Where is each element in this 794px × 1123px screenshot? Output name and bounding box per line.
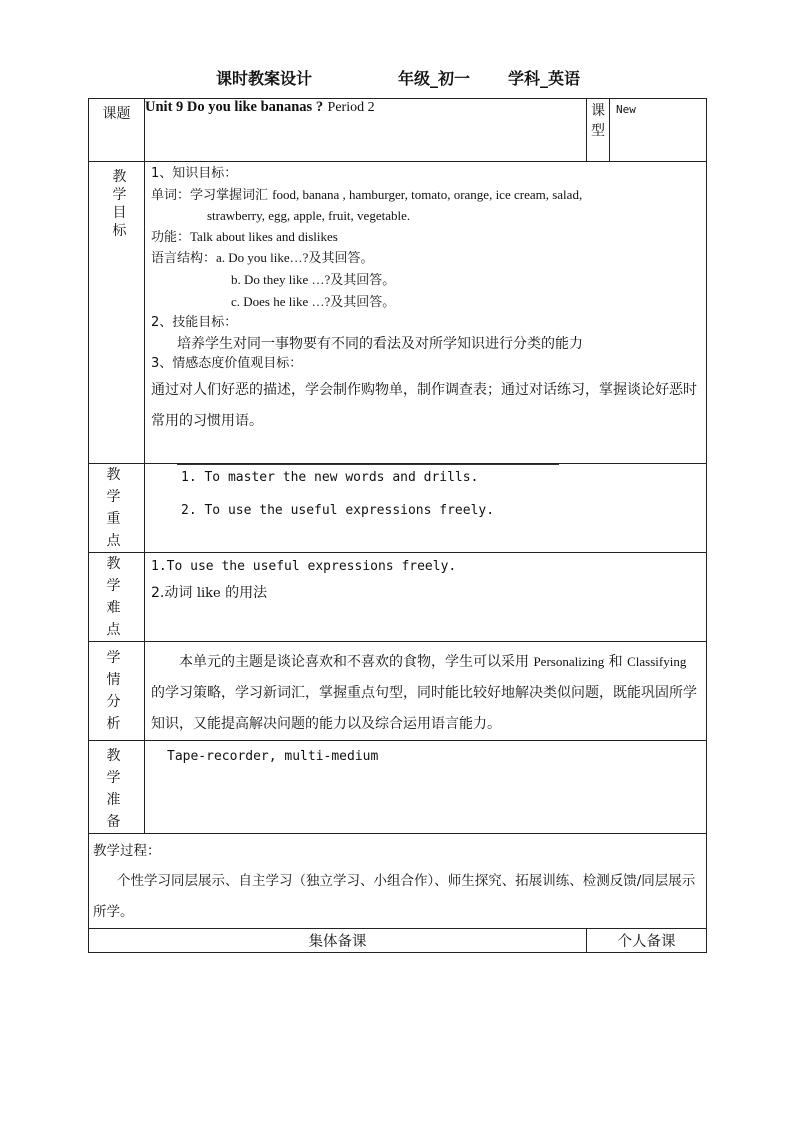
grade-field: 年级_初一: [398, 69, 471, 88]
structure-label: 语言结构：: [151, 251, 217, 267]
function-label: 功能：: [151, 229, 191, 245]
structure-b-zh: 及其回答。: [330, 272, 396, 288]
key-point-2: 2. To use the useful expressions freely.: [181, 503, 495, 518]
difficulty-1: 1.To use the useful expressions freely.: [151, 559, 457, 574]
difficulties-label: 教学难点: [106, 556, 133, 638]
decorative-rule: [177, 464, 559, 466]
difficulties-label-cell: [89, 553, 145, 642]
preparation-text: Tape-recorder, multi-medium: [167, 749, 379, 764]
preparation-label: 教学准备: [106, 748, 133, 830]
knowledge-heading: 1、知识目标：: [151, 166, 238, 181]
collective-prep-label: 集体备课: [89, 929, 587, 953]
process-content: [89, 834, 707, 929]
emotion-text: 通过对人们好恶的描述，学会制作购物单，制作调查表；通过对话练习，掌握谈论好恶时常用的习惯用语。: [151, 381, 697, 429]
difficulties-content: [145, 553, 707, 642]
preparation-label-cell: [89, 741, 145, 834]
unit-period: Period 2: [327, 100, 375, 115]
difficulties-row: [89, 553, 707, 642]
lesson-plan-table: [88, 98, 707, 953]
unit-title: Unit 9 Do you like bananas ?: [145, 99, 324, 115]
difficulty-2-suffix: 的用法: [225, 585, 268, 601]
structure-c-zh: 及其回答。: [330, 294, 396, 310]
difficulty-2-word: like: [196, 586, 221, 601]
vocab-words-1: food, banana , hamburger, tomato, orange, ice cream, salad,: [272, 186, 583, 202]
objectives-content: [145, 162, 707, 464]
process-text: 个性学习同层展示、自主学习（独立学习、小组合作）、师生探究、拓展训练、检测反馈/同层展示所学。: [93, 873, 696, 920]
key-points-row: [89, 464, 707, 553]
analysis-content: [145, 642, 707, 741]
key-points-label-cell: [89, 464, 145, 553]
objectives-row: [89, 162, 707, 464]
footer-row: [89, 929, 707, 953]
analysis-strategy-2: Classifying: [627, 654, 687, 669]
structure-b-en: b. Do they like …?: [231, 271, 331, 287]
preparation-content: [145, 741, 707, 834]
analysis-text-2: 和: [608, 654, 623, 670]
unit-title-cell: [145, 99, 587, 162]
lesson-type-label: [587, 99, 610, 162]
analysis-label: 学情分析: [106, 650, 133, 732]
structure-a-en: a. Do you like…?: [216, 250, 309, 266]
structure-a-zh: 及其回答。: [308, 251, 374, 267]
process-row: [89, 834, 707, 929]
process-label: 教学过程：: [93, 843, 161, 859]
analysis-label-cell: [89, 642, 145, 741]
key-point-1: 1. To master the new words and drills.: [181, 470, 479, 485]
vocab-words-2: strawberry, egg, apple, fruit, vegetable.: [207, 208, 411, 224]
difficulty-2-prefix: 2.动词: [151, 585, 193, 601]
objectives-label: 教学目标: [112, 169, 127, 239]
analysis-strategy-1: Personalizing: [533, 654, 605, 669]
structure-c-en: c. Does he like …?: [231, 293, 331, 309]
preparation-row: [89, 741, 707, 834]
subject-field: 学科_英语: [508, 69, 581, 88]
topic-label: 课题: [89, 99, 145, 162]
lesson-type-label-text: 课型: [591, 103, 605, 139]
analysis-text-1: 本单元的主题是谈论喜欢和不喜欢的食物，学生可以采用: [179, 654, 529, 670]
topic-row: [89, 99, 707, 162]
skill-text: 培养学生对同一事物要有不同的看法及对所学知识进行分类的能力: [177, 335, 583, 352]
document-header: [0, 66, 794, 92]
analysis-text-3: 的学习策略，学习新词汇，掌握重点句型，同时能比较好地解决类似问题，既能巩固所学知识，又能提高解决问题的能力以及综合运用语言能力。: [151, 685, 697, 732]
vocab-label: 单词：学习掌握词汇: [151, 187, 269, 203]
document-title: 课时教案设计: [216, 69, 313, 88]
personal-prep-label: 个人备课: [587, 929, 707, 953]
skill-heading: 2、技能目标：: [151, 315, 238, 331]
analysis-row: [89, 642, 707, 741]
function-text: Talk about likes and dislikes: [190, 228, 338, 244]
emotion-heading: 3、情感态度价值观目标：: [151, 356, 303, 372]
difficulty-2: [145, 574, 706, 602]
key-points-content: [145, 464, 707, 553]
lesson-type-value: New: [610, 99, 707, 162]
objectives-label-cell: [89, 162, 145, 464]
key-points-label: 教学重点: [106, 467, 133, 549]
